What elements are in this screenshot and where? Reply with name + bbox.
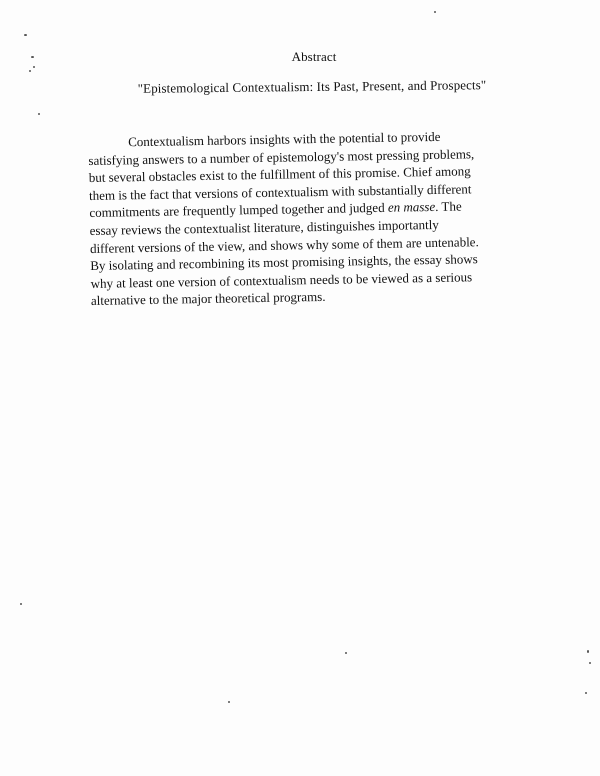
body-line: why at least one version of contextualism needs to be viewed as a serious — [90, 269, 473, 291]
scan-speck — [434, 11, 436, 13]
scan-speck — [38, 113, 40, 115]
scan-speck — [228, 701, 230, 703]
scan-speck — [24, 34, 27, 36]
scan-speck — [585, 692, 587, 694]
body-line: them is the fact that versions of contextualism with substantially different — [88, 181, 472, 203]
body-emphasis: en masse — [387, 199, 436, 216]
scan-speck — [29, 70, 31, 72]
body-text: . The — [435, 198, 462, 215]
body-line: By isolating and recombining its most promising insights, the essay shows — [90, 251, 478, 274]
abstract-heading: Abstract — [291, 49, 337, 64]
scan-speck — [345, 652, 347, 654]
abstract-body — [88, 126, 531, 310]
body-line: different versions of the view, and shows why some of them are untenable. — [89, 233, 479, 256]
body-line: satisfying answers to a number of epistemology's most pressing problems, — [88, 145, 475, 168]
body-line: but several obstacles exist to the fulfillment of this promise. Chief among — [88, 163, 471, 186]
essay-title: "Epistemological Contextualism: Its Past, Present, and Prospects" — [137, 77, 487, 96]
scan-speck — [20, 603, 22, 605]
body-line: Contextualism harbors insights with the potential to provide — [128, 128, 441, 150]
scan-speck — [589, 662, 591, 664]
scan-speck — [33, 66, 35, 68]
body-text: commitments are frequently lumped together and judged — [89, 200, 389, 221]
scan-speck — [587, 650, 589, 653]
body-line: alternative to the major theoretical programs. — [90, 289, 326, 309]
body-line: essay reviews the contextualist literature, distinguishes importantly — [89, 216, 439, 238]
